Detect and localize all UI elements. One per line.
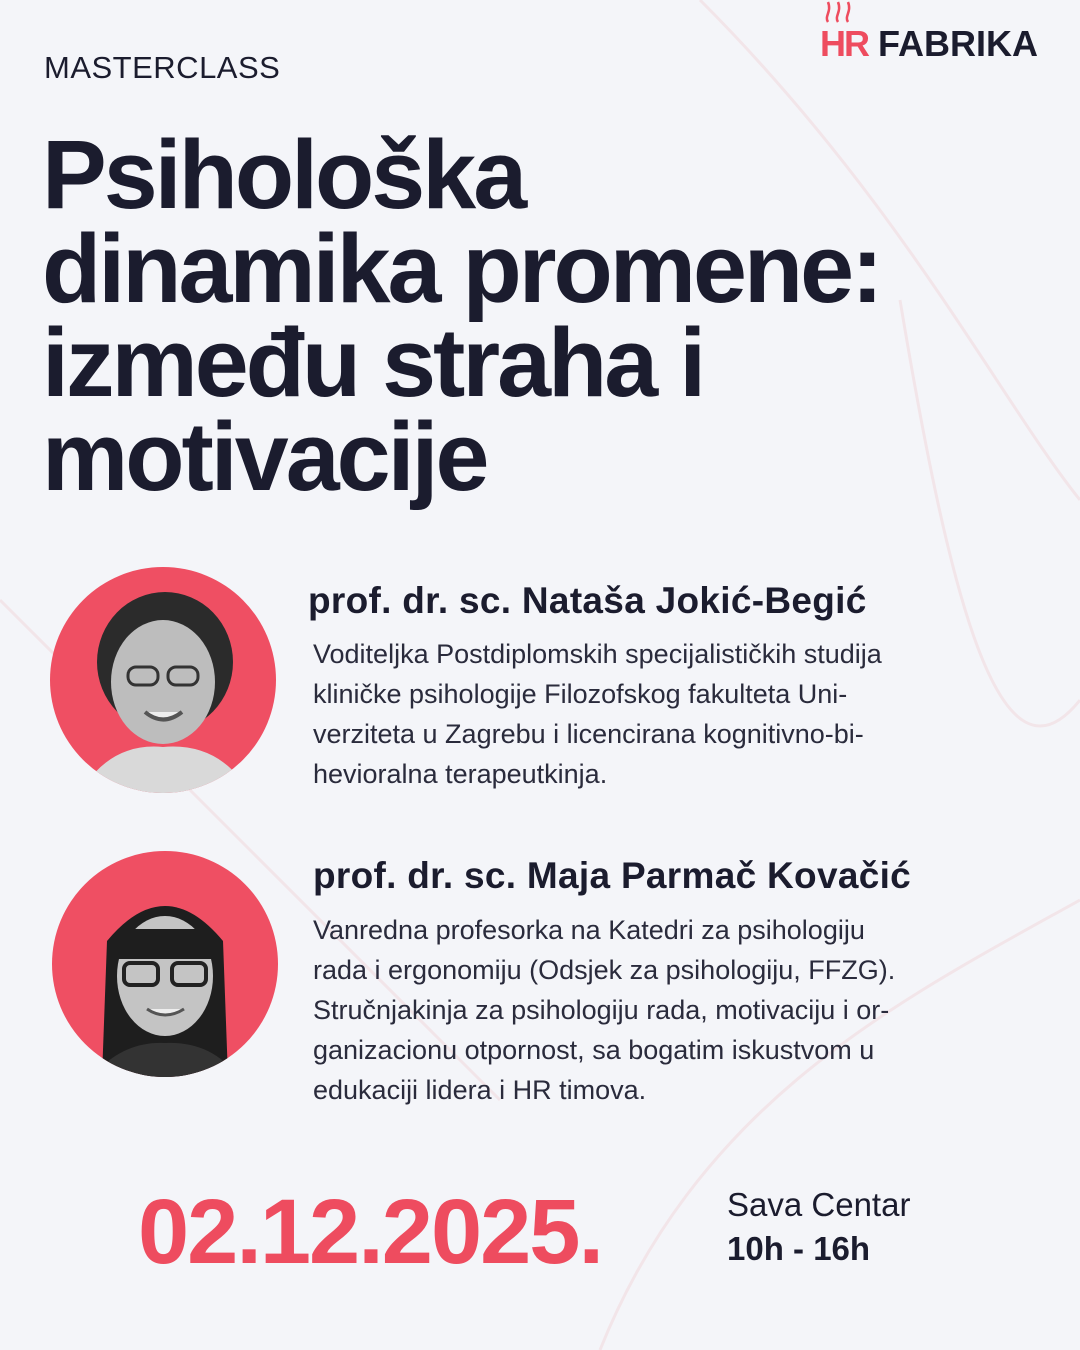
portrait-icon xyxy=(50,567,276,793)
speaker-1-name: prof. dr. sc. Nataša Jokić-Begić xyxy=(308,580,867,621)
title-line: između straha i xyxy=(42,308,704,417)
portrait-icon xyxy=(52,851,278,1077)
event-time: 10h - 16h xyxy=(727,1230,871,1267)
steam-icon xyxy=(822,0,862,24)
logo-fabrika-text: FABRIKA xyxy=(878,23,1038,64)
page-title xyxy=(42,120,881,511)
logo-hr-text: HR xyxy=(820,23,868,64)
hr-fabrika-logo xyxy=(820,23,1038,64)
title-line: Psihološka xyxy=(42,120,525,229)
event-venue: Sava Centar xyxy=(727,1186,911,1223)
bio-line: Stručnjakinja za psihologiju rada, motivaciju i or- xyxy=(313,995,890,1025)
bio-line: verziteta u Zagrebu i licencirana kognitivno-bi- xyxy=(313,719,864,749)
speaker-1-photo xyxy=(50,567,276,793)
event-type-label: MASTERCLASS xyxy=(44,50,281,85)
bio-line: kliničke psihologije Filozofskog fakulteta Uni- xyxy=(313,679,848,709)
speaker-2-name: prof. dr. sc. Maja Parmač Kovačić xyxy=(313,855,912,896)
speaker-1-bio xyxy=(313,634,882,794)
bio-line: Vanredna profesorka na Katedri za psihologiju xyxy=(313,915,865,945)
bio-line: hevioralna terapeutkinja. xyxy=(313,759,608,789)
bio-line: rada i ergonomiju (Odsjek za psihologiju, FFZG). xyxy=(313,955,896,985)
title-line: dinamika promene: xyxy=(42,214,881,323)
bio-line: ganizacionu otpornost, sa bogatim iskustvom u xyxy=(313,1035,875,1065)
event-date: 02.12.2025. xyxy=(138,1181,603,1283)
bio-line: Voditeljka Postdiplomskih specijalističkih studija xyxy=(313,639,882,669)
bio-line: edukaciji lidera i HR timova. xyxy=(313,1075,647,1105)
logo-hr-mark xyxy=(820,23,868,64)
title-line: motivacije xyxy=(42,402,487,511)
speaker-2-bio xyxy=(313,910,895,1110)
speaker-2-photo xyxy=(52,851,278,1077)
